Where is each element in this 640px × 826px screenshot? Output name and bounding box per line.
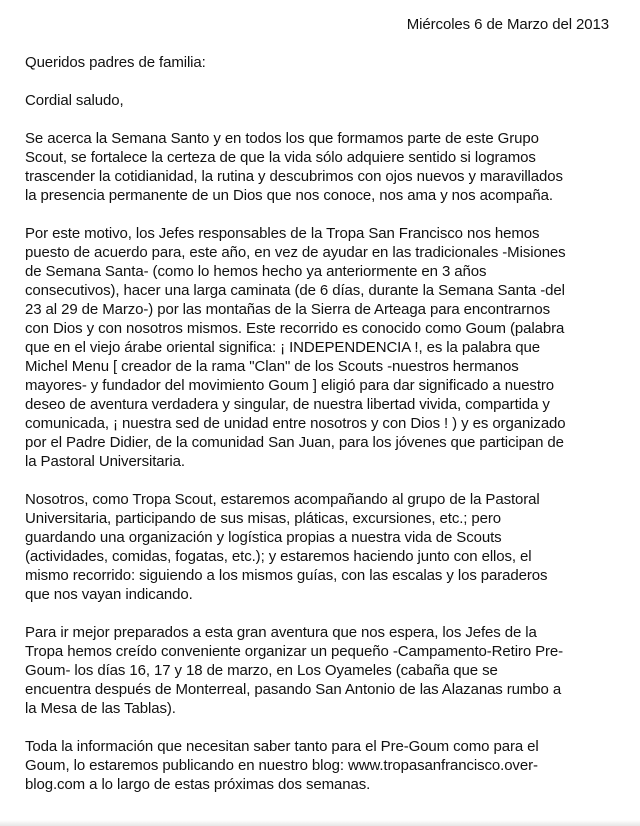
paragraph-goum: Por este motivo, los Jefes responsables de la Tropa San Francisco nos hemos puesto de acuerdo para, este año, en vez de ayudar en las tradicionales -Misiones de Semana Santa- (como lo hemos hecho ya anteriormente en 3 años consecutivos), hacer una larga caminata (de 6 días, durante la Semana Santa -del 23 al 29 de Marzo-) por las montañas de la Sierra de Arteaga para encontrarnos con Dios y con nosotros mismos. Este recorrido es conocido como Goum (palabra que en el viejo árabe oriental significa: ¡ INDEPENDENCIA !, es la palabra que Michel Menu [ creador de la rama "Clan" de los Scouts -nuestros hermanos mayores- y fundador del movimiento Goum ] eligió para dar significado a nuestro deseo de aventura verdadera y singular, de nuestra libertad vivida, compartida y comunicada, ¡ nuestra sed de unidad entre nosotros y con Dios ! ) y es organizado por el Padre Didier, de la comunidad San Juan, para los jóvenes que participan de la Pastoral Universitaria.: [25, 225, 566, 470]
paragraph-pre-goum: Para ir mejor preparados a esta gran aventura que nos espera, los Jefes de la Tropa hemos creído conveniente organizar un pequeño -Campamento-Retiro Pre- Goum- los días 16, 17 y 18 de marzo, en Los Oyameles (cabaña que se encuentra después de Monterreal, pasando San Antonio de las Alazanas rumbo a la Mesa de las Tablas).: [25, 624, 564, 717]
letter-date: Miércoles 6 de Marzo del 2013: [406, 16, 609, 33]
paragraph-scout-troop: Nosotros, como Tropa Scout, estaremos acompañando al grupo de la Pastoral Universitaria, participando de sus misas, pláticas, excursiones, etc.; pero guardando una organización y logística propias a nuestra vida de Scouts (actividades, comidas, fogatas, etc.); y estaremos haciendo junto con ellos, el mismo recorrido: siguiendo a los mismos guías, con las escalas y los paraderos que nos vayan indicando.: [25, 491, 548, 603]
paragraph-holy-week: Se acerca la Semana Santo y en todos los que formamos parte de este Grupo Scout, se fortalece la certeza de que la vida sólo adquiere sentido si logramos trascender la cotidianidad, la rutina y descubrimos con ojos nuevos y maravillados la presencia permanente de un Dios que nos conoce, nos ama y nos acompaña.: [25, 130, 563, 204]
page-bottom-edge: [0, 820, 640, 826]
paragraph-blog: Toda la información que necesitan saber tanto para el Pre-Goum como para el Goum, lo estaremos publicando en nuestro blog: www.tropasanfrancisco.over- blog.com a lo largo de estas próximas dos semanas.: [25, 738, 539, 793]
greeting: Cordial saludo,: [25, 92, 124, 109]
salutation: Queridos padres de familia:: [25, 54, 206, 71]
letter-body: [25, 53, 620, 813]
